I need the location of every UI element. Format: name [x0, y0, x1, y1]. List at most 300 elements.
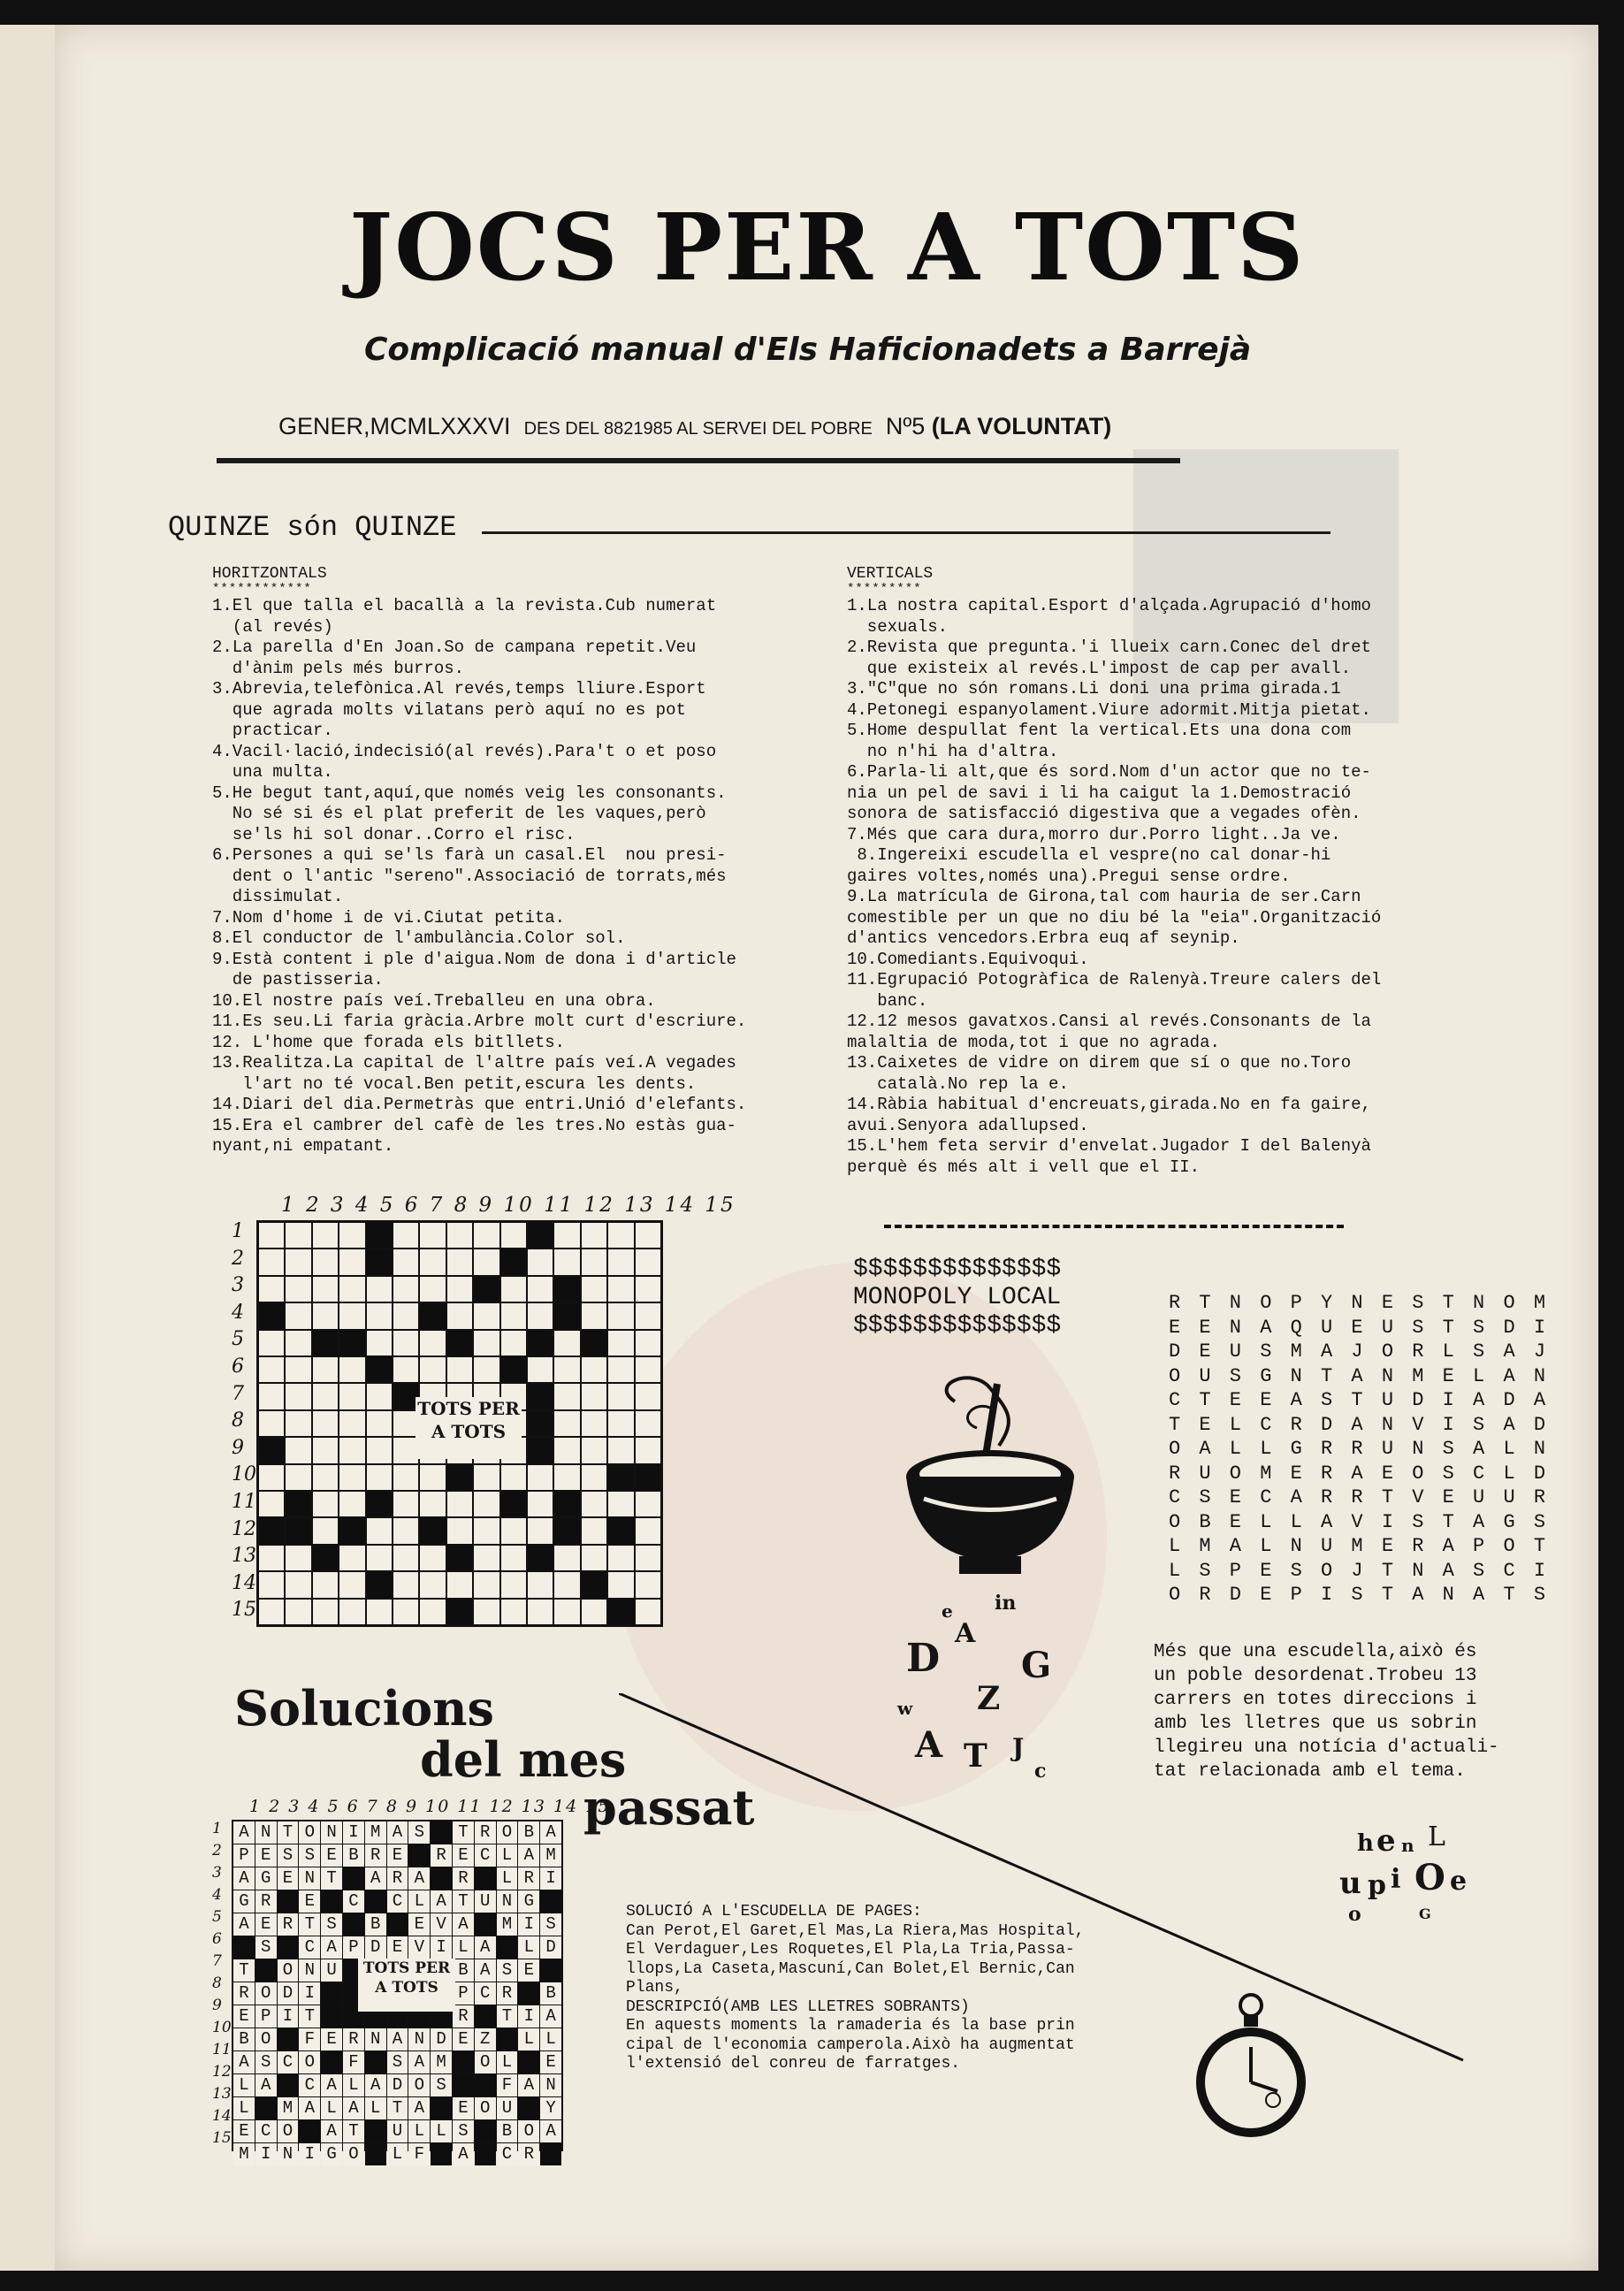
crossword-cell[interactable] [501, 1331, 526, 1356]
solutions-grid-column-numbers: 1 2 3 4 5 6 7 8 9 10 11 12 13 14 15 [249, 1797, 611, 1816]
crossword-cell[interactable] [367, 1600, 392, 1624]
grid-row-number: 13 [232, 1545, 256, 1568]
issue-date: GENER,MCMLXXXVI [278, 413, 511, 439]
solution-cell: T [453, 1890, 474, 1913]
crossword-cell[interactable] [393, 1492, 418, 1516]
crossword-cell[interactable] [608, 1492, 633, 1516]
solution-cell: O [255, 2028, 277, 2050]
solution-cell: R [475, 1821, 496, 1844]
crossword-cell[interactable] [474, 1249, 499, 1274]
solution-cell: I [518, 2005, 539, 2028]
crossword-cell[interactable] [474, 1546, 499, 1570]
crossword-cell [528, 1438, 553, 1462]
solution-cell: E [255, 1844, 277, 1867]
crossword-cell[interactable] [582, 1223, 606, 1248]
crossword-cell[interactable] [339, 1357, 364, 1382]
crossword-cell[interactable] [286, 1303, 310, 1328]
solution-cell: D [431, 2028, 452, 2050]
solution-cell: B [518, 1821, 539, 1844]
crossword-cell[interactable] [339, 1600, 364, 1624]
crossword-cell[interactable] [474, 1572, 499, 1597]
crossword-cell[interactable] [339, 1546, 364, 1570]
solution-cell [255, 1959, 277, 1982]
crossword-cell[interactable] [339, 1303, 364, 1328]
crossword-cell[interactable] [474, 1223, 499, 1248]
solution-cell: S [453, 2120, 474, 2142]
crossword-cell[interactable] [367, 1518, 392, 1543]
crossword-cell[interactable] [474, 1303, 499, 1328]
solution-cell: F [497, 2074, 518, 2096]
crossword-cell[interactable] [339, 1572, 364, 1597]
crossword-cell[interactable] [582, 1249, 606, 1274]
solutions-grid-row-number: 8 [212, 1974, 222, 1992]
solution-cell: P [343, 1936, 364, 1959]
solution-cell: L [343, 2074, 364, 2096]
crossword-cell[interactable] [528, 1518, 553, 1543]
crossword-cell[interactable] [259, 1465, 284, 1490]
crossword-cell[interactable] [286, 1249, 310, 1274]
crossword-cell [313, 1546, 338, 1570]
crossword-cell [528, 1384, 553, 1409]
solution-cell [233, 1936, 255, 1959]
crossword-cell[interactable] [420, 1331, 445, 1356]
crossword-cell[interactable] [608, 1357, 633, 1382]
solution-cell [453, 2051, 474, 2073]
word-search-row: L M A L N U M E R A P O T [1169, 1535, 1550, 1557]
crossword-cell[interactable] [582, 1600, 606, 1624]
crossword-cell[interactable] [636, 1492, 660, 1516]
crossword-cell[interactable] [501, 1600, 526, 1624]
solution-cell: F [343, 2051, 364, 2073]
solution-cell: S [408, 1821, 430, 1844]
crossword-cell[interactable] [447, 1303, 472, 1328]
solution-cell: C [387, 1890, 408, 1913]
solution-cell: A [299, 2097, 320, 2119]
crossword-cell[interactable] [636, 1303, 660, 1328]
crossword-cell[interactable] [339, 1492, 364, 1516]
crossword-cell[interactable] [367, 1277, 392, 1302]
scrambled-word-decoration: h e n L u p i O e o G [1339, 1821, 1468, 1926]
solution-cell: D [387, 2074, 408, 2096]
crossword-cell[interactable] [501, 1572, 526, 1597]
verticals-clues: 1.La nostra capital.Esport d'alçada.Agrupació d'homo sexuals. 2.Revista que pregunta.'i llueix carn.Conec del dret que existeix al revés.L'impost de cap per avall. 3."C"que no són romans.Li doni una prima girada.1 4.Petonegi espanyolament.Viure adormit.Mitja pietat. 5.Home despullat fent la vertical.Ets una dona com no n'hi ha d'altra. 6.Parla-li alt,que és sord.Nom d'un actor que no te- nia un pel de savi i li ha caigut la 1.Demostració sonora de satisfacció digestiva que a vegades ofèn. 7.Més que cara dura,morro dur.Porro light..Ja ve. 8.Ingereixi escudella el vespre(no cal donar-hi gaires voltes,només una).Pregui sense ordre. 9.La matrícula de Girona,tal com hauria de ser.Carn comestible per un que no diu bé la "eia".Organització d'antics vencedors.Erbra euq af seynip. 10.Comediants.Equivoqui. 11.Egrupació Potogràfica de Ralenyà.Treure calers del banc. 12.12 mesos gavatxos.Cansi al revés.Consonants de la malaltia de moda,tot i que no agrada. 13.Caixetes de vidre on direm que sí o que no.Toro català.No rep la e. 14.Ràbia habitual d'encreuats,girada.No en fa gaire, avui.Senyora adallupsed. 15.L'hem feta servir d'envelat.Jugador I del Balenyà perquè és més alt i vell que el II. [847, 596, 1382, 1177]
solution-cell: S [278, 1844, 299, 1867]
solution-cell: A [321, 1936, 342, 1959]
crossword-cell[interactable] [636, 1600, 660, 1624]
crossword-cell[interactable] [608, 1303, 633, 1328]
crossword-cell[interactable] [313, 1411, 338, 1436]
crossword-cell[interactable] [636, 1518, 660, 1543]
crossword-cell[interactable] [608, 1411, 633, 1436]
solution-cell: F [408, 2143, 430, 2165]
solution-cell: L [365, 2097, 386, 2119]
solution-cell: L [408, 2120, 430, 2142]
crossword-cell[interactable] [393, 1277, 418, 1302]
verticals-stars: ********* [847, 582, 922, 596]
crossword-cell[interactable] [339, 1277, 364, 1302]
crossword-cell[interactable] [420, 1223, 445, 1248]
solution-cell: V [431, 1913, 452, 1936]
crossword-cell[interactable] [393, 1357, 418, 1382]
crossword-cell[interactable] [474, 1492, 499, 1516]
crossword-cell[interactable] [528, 1277, 553, 1302]
crossword-cell[interactable] [339, 1384, 364, 1409]
crossword-cell[interactable] [636, 1411, 660, 1436]
crossword-cell[interactable] [393, 1303, 418, 1328]
verticals-block [847, 566, 1381, 1178]
crossword-cell[interactable] [339, 1465, 364, 1490]
crossword-cell[interactable] [501, 1303, 526, 1328]
crossword-cell[interactable] [259, 1223, 284, 1248]
crossword-cell[interactable] [554, 1411, 579, 1436]
crossword-cell[interactable] [582, 1492, 606, 1516]
crossword-cell[interactable] [501, 1546, 526, 1570]
solution-cell: G [321, 2143, 342, 2165]
crossword-cell[interactable] [554, 1223, 579, 1248]
solution-cell: A [540, 2120, 561, 2142]
crossword-cell[interactable] [528, 1303, 553, 1328]
crossword-cell[interactable] [582, 1465, 606, 1490]
crossword-cell[interactable] [367, 1465, 392, 1490]
solution-cell: R [431, 1844, 452, 1867]
crossword-cell[interactable] [554, 1600, 579, 1624]
crossword-cell[interactable] [554, 1357, 579, 1382]
crossword-cell [608, 1518, 633, 1543]
crossword-cell[interactable] [393, 1572, 418, 1597]
crossword-cell[interactable] [636, 1331, 660, 1356]
solutions-grid-row-number: 6 [212, 1930, 222, 1948]
scrambled-letters-decoration: D A in G Z A T J e w c [897, 1592, 1052, 1783]
crossword-cell[interactable] [608, 1277, 633, 1302]
solution-cell [475, 2005, 496, 2028]
solutions-grid-row-number: 4 [212, 1886, 222, 1904]
solution-cell: N [255, 1821, 277, 1844]
solution-cell: C [255, 2120, 277, 2142]
grid-row-number: 3 [232, 1274, 244, 1297]
crossword-cell[interactable] [393, 1518, 418, 1543]
pocket-watch-illustration [1189, 1989, 1313, 2144]
solution-cell: U [475, 1890, 496, 1913]
grid-row-number: 6 [232, 1356, 244, 1378]
crossword-cell[interactable] [582, 1518, 606, 1543]
crossword-cell[interactable] [259, 1600, 284, 1624]
crossword-cell[interactable] [313, 1277, 338, 1302]
crossword-cell[interactable] [367, 1411, 392, 1436]
crossword-cell[interactable] [420, 1600, 445, 1624]
crossword-cell[interactable] [474, 1331, 499, 1356]
crossword-cell[interactable] [447, 1518, 472, 1543]
solution-cell: T [497, 2005, 518, 2028]
crossword-cell[interactable] [528, 1249, 553, 1274]
crossword-cell[interactable] [636, 1249, 660, 1274]
crossword-cell[interactable] [367, 1384, 392, 1409]
crossword-cell[interactable] [420, 1465, 445, 1490]
crossword-cell[interactable] [259, 1357, 284, 1382]
crossword-cell[interactable] [286, 1438, 310, 1462]
crossword-cell[interactable] [582, 1357, 606, 1382]
crossword-cell[interactable] [420, 1572, 445, 1597]
crossword-cell[interactable] [554, 1465, 579, 1490]
crossword-cell[interactable] [528, 1492, 553, 1516]
solution-cell [321, 2005, 342, 2028]
crossword-cell[interactable] [501, 1277, 526, 1302]
crossword-cell[interactable] [367, 1546, 392, 1570]
solution-cell: C [299, 1936, 320, 1959]
crossword-cell[interactable] [339, 1411, 364, 1436]
crossword-cell [420, 1518, 445, 1543]
crossword-cell [554, 1518, 579, 1543]
verticals-heading: VERTICALS [847, 565, 934, 583]
crossword-cell[interactable] [286, 1546, 310, 1570]
word-search-grid [1169, 1291, 1549, 1608]
crossword-cell[interactable] [393, 1249, 418, 1274]
solution-cell [431, 2143, 452, 2165]
solution-cell: A [518, 1844, 539, 1867]
crossword-cell[interactable] [393, 1331, 418, 1356]
crossword-cell[interactable] [259, 1331, 284, 1356]
solution-cell: U [321, 1959, 342, 1982]
crossword-cell [313, 1331, 338, 1356]
crossword-cell[interactable] [528, 1572, 553, 1597]
crossword-cell[interactable] [286, 1331, 310, 1356]
crossword-cell[interactable] [420, 1492, 445, 1516]
crossword-cell[interactable] [636, 1438, 660, 1462]
solution-cell: O [299, 2051, 320, 2073]
crossword-cell[interactable] [582, 1384, 606, 1409]
crossword-cell[interactable] [608, 1223, 633, 1248]
crossword-cell[interactable] [313, 1249, 338, 1274]
crossword-cell[interactable] [582, 1277, 606, 1302]
crossword-cell[interactable] [393, 1223, 418, 1248]
solution-cell: O [497, 1821, 518, 1844]
crossword-cell[interactable] [554, 1438, 579, 1462]
solution-cell: I [540, 1867, 561, 1890]
solution-cell [321, 1982, 342, 2005]
crossword-cell[interactable] [339, 1223, 364, 1248]
solution-cell: P [233, 1844, 255, 1867]
solution-cell: S [431, 2074, 452, 2096]
crossword-cell[interactable] [259, 1277, 284, 1302]
solutions-grid-label-line1: TOTS PER [362, 1959, 451, 1977]
solution-cell: S [255, 1936, 277, 1959]
crossword-cell[interactable] [313, 1572, 338, 1597]
crossword-cell[interactable] [313, 1223, 338, 1248]
crossword-cell[interactable] [447, 1357, 472, 1382]
crossword-cell [501, 1492, 526, 1516]
solution-cell [431, 1867, 452, 1890]
crossword-cell[interactable] [608, 1546, 633, 1570]
solution-cell: T [343, 2120, 364, 2142]
crossword-cell[interactable] [393, 1465, 418, 1490]
crossword-cell[interactable] [554, 1546, 579, 1570]
grid-row-number: 15 [232, 1599, 256, 1622]
solution-cell: R [518, 2143, 539, 2165]
crossword-cell[interactable] [636, 1546, 660, 1570]
solution-cell: M [278, 2097, 299, 2119]
escudella-solution-text: SOLUCIÓ A L'ESCUDELLA DE PAGES: Can Perot,El Garet,El Mas,La Riera,Mas Hospital, El Verdaguer,Les Roquetes,El Pla,La Tria,Passa- llops,La Caseta,Mascuní,Can Bolet,El Bernic,Can Plans, DESCRIPCIÓ(AMB LES LLETRES SOBRANTS) En aquests moments la ramaderia és la base prin cipal de l'economia camperola.Això ha augmentat l'extensió del conreu de farratges. [626, 1903, 1085, 2073]
crossword-cell[interactable] [367, 1303, 392, 1328]
solution-cell [278, 2028, 299, 2050]
crossword-cell[interactable] [420, 1249, 445, 1274]
solution-cell: S [299, 1844, 320, 1867]
crossword-cell[interactable] [582, 1411, 606, 1436]
crossword-cell[interactable] [420, 1546, 445, 1570]
solution-cell: I [299, 1982, 320, 2005]
crossword-cell[interactable] [608, 1438, 633, 1462]
crossword-cell[interactable] [367, 1438, 392, 1462]
crossword-cell[interactable] [528, 1357, 553, 1382]
crossword-cell[interactable] [636, 1384, 660, 1409]
solution-cell [540, 1959, 561, 1982]
crossword-cell[interactable] [447, 1277, 472, 1302]
crossword-cell[interactable] [313, 1384, 338, 1409]
solution-cell: G [233, 1890, 255, 1913]
crossword-cell[interactable] [286, 1357, 310, 1382]
crossword-cell[interactable] [313, 1600, 338, 1624]
solution-cell: S [255, 2051, 277, 2073]
issue-line [278, 413, 1111, 440]
solutions-grid-row-number: 7 [212, 1952, 222, 1970]
crossword-cell[interactable] [474, 1600, 499, 1624]
grid-row-number: 11 [232, 1491, 256, 1513]
crossword-cell[interactable] [420, 1277, 445, 1302]
solution-cell: A [321, 2074, 342, 2096]
word-search-row: L S P E S O J T N A S C I [1169, 1559, 1550, 1582]
crossword-cell [367, 1492, 392, 1516]
solution-cell: N [278, 2143, 299, 2165]
crossword-cell[interactable] [286, 1600, 310, 1624]
horizontals-block [212, 566, 746, 1157]
crossword-cell[interactable] [313, 1438, 338, 1462]
crossword-cell[interactable] [582, 1438, 606, 1462]
solution-cell [518, 1982, 539, 2005]
crossword-cell[interactable] [474, 1357, 499, 1382]
crossword-cell[interactable] [608, 1331, 633, 1356]
crossword-cell[interactable] [447, 1572, 472, 1597]
crossword-cell [286, 1518, 310, 1543]
crossword-cell[interactable] [259, 1411, 284, 1436]
solution-cell: P [255, 2005, 277, 2028]
horizontals-stars: ************ [212, 582, 312, 596]
issue-service: DES DEL 8821985 AL SERVEI DEL POBRE [523, 419, 873, 439]
solution-cell: G [255, 1867, 277, 1890]
crossword-cell[interactable] [286, 1384, 310, 1409]
crossword-cell[interactable] [501, 1223, 526, 1248]
solution-cell [387, 1913, 408, 1936]
crossword-cell[interactable] [582, 1546, 606, 1570]
solution-cell: L [233, 2074, 255, 2096]
crossword-cell[interactable] [608, 1572, 633, 1597]
crossword-cell[interactable] [259, 1492, 284, 1516]
solutions-grid-row-number: 14 [212, 2107, 232, 2125]
crossword-cell [367, 1357, 392, 1382]
solution-cell: R [453, 2005, 474, 2028]
crossword-cell [447, 1546, 472, 1570]
crossword-cell[interactable] [286, 1223, 310, 1248]
grid-row-number: 1 [232, 1220, 244, 1242]
solution-cell [453, 2074, 474, 2096]
crossword-cell[interactable] [554, 1331, 579, 1356]
crossword-cell[interactable] [528, 1465, 553, 1490]
crossword-cell[interactable] [528, 1600, 553, 1624]
solution-cell: R [278, 1913, 299, 1936]
crossword-cell[interactable] [447, 1492, 472, 1516]
crossword-cell[interactable] [636, 1572, 660, 1597]
crossword-cell[interactable] [286, 1277, 310, 1302]
crossword-cell[interactable] [259, 1249, 284, 1274]
crossword-cell[interactable] [636, 1277, 660, 1302]
solutions-grid-label [358, 1959, 455, 2012]
crossword-cell[interactable] [636, 1223, 660, 1248]
grid-row-number: 10 [232, 1463, 256, 1486]
page-subtitle: Complicació manual d'Els Haficionadets a Barrejà [364, 332, 1252, 368]
solution-cell: T [278, 1821, 299, 1844]
solution-cell: R [365, 1844, 386, 1867]
crossword-cell[interactable] [474, 1518, 499, 1543]
crossword-cell[interactable] [286, 1465, 310, 1490]
crossword-cell[interactable] [313, 1357, 338, 1382]
solution-cell [278, 1890, 299, 1913]
solution-cell: U [497, 2097, 518, 2119]
crossword-cell[interactable] [286, 1411, 310, 1436]
word-search-row: E E N A Q U E U S T S D I [1169, 1316, 1550, 1339]
solution-cell: N [299, 1867, 320, 1890]
crossword-cell[interactable] [367, 1331, 392, 1356]
solution-cell [321, 2051, 342, 2073]
solution-cell: T [299, 1913, 320, 1936]
solution-cell: L [518, 1936, 539, 1959]
crossword-cell[interactable] [447, 1249, 472, 1274]
crossword-cell[interactable] [608, 1249, 633, 1274]
crossword-cell[interactable] [420, 1357, 445, 1382]
solution-cell: C [497, 2143, 518, 2165]
crossword-cell[interactable] [313, 1465, 338, 1490]
crossword-cell[interactable] [339, 1249, 364, 1274]
crossword-cell[interactable] [259, 1384, 284, 1409]
crossword-cell[interactable] [286, 1572, 310, 1597]
crossword-cell[interactable] [259, 1572, 284, 1597]
crossword-cell[interactable] [313, 1303, 338, 1328]
solution-cell: L [540, 2028, 561, 2050]
solutions-grid-row-number: 11 [212, 2041, 232, 2058]
crossword-cell[interactable] [608, 1384, 633, 1409]
crossword-cell[interactable] [447, 1223, 472, 1248]
issue-number: Nº5 [885, 413, 926, 439]
crossword-cell[interactable] [554, 1384, 579, 1409]
crossword-cell[interactable] [501, 1518, 526, 1543]
grid-row-number: 8 [232, 1409, 244, 1432]
crossword-cell[interactable] [393, 1546, 418, 1570]
crossword-cell[interactable] [582, 1303, 606, 1328]
solution-cell: G [518, 1890, 539, 1913]
crossword-cell[interactable] [501, 1465, 526, 1490]
crossword-cell[interactable] [554, 1572, 579, 1597]
crossword-cell[interactable] [636, 1357, 660, 1382]
crossword-cell[interactable] [313, 1518, 338, 1543]
crossword-cell[interactable] [313, 1492, 338, 1516]
crossword-cell [501, 1249, 526, 1274]
crossword-cell[interactable] [554, 1249, 579, 1274]
crossword-cell [367, 1223, 392, 1248]
solution-cell [518, 2097, 539, 2119]
crossword-cell[interactable] [259, 1546, 284, 1570]
crossword-cell[interactable] [339, 1438, 364, 1462]
crossword-cell[interactable] [474, 1465, 499, 1490]
solution-cell [518, 2051, 539, 2073]
crossword-cell[interactable] [393, 1600, 418, 1624]
solution-cell: A [343, 2097, 364, 2119]
page-title: JOCS PER A TOTS [349, 193, 1306, 302]
